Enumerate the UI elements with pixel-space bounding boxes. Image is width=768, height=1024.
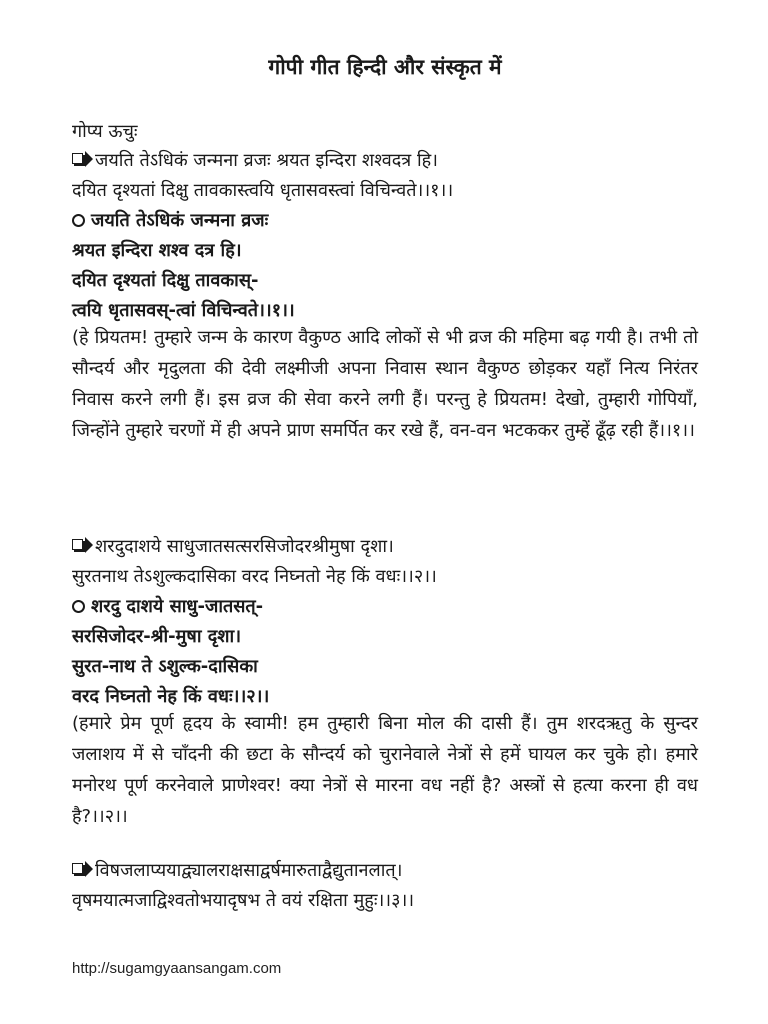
footer-url: http://sugamgyaansangam.com (72, 960, 282, 977)
verse3-line1: विषजलाप्ययाद्व्यालराक्षसाद्वर्षमारुताद्वैद्युतानलात्। (72, 856, 402, 886)
verse2-split-line3: सुरत-नाथ ते ऽशुल्क-दासिका (72, 656, 258, 677)
circle-bullet-icon (72, 600, 85, 613)
verse1-split-line4: त्वयि धृतासवस्-त्वां विचिन्वते।।१।। (72, 300, 295, 321)
circle-bullet-icon (72, 214, 85, 227)
verse2-line2: सुरतनाथ तेऽशुल्कदासिका वरद निघ्नतो नेह किं वधः।।२।। (72, 566, 437, 587)
verse1-split-line3: दयित दृश्यतां दिक्षु तावकास्- (72, 270, 259, 291)
verse2-split-line2: सरसिजोदर-श्री-मुषा दृशा। (72, 626, 242, 647)
bullet-arrow-icon (72, 536, 94, 554)
verse2-split-line1: शरदु दाशये साधु-जातसत्- (72, 592, 263, 622)
verse1-line1: जयति तेऽधिकं जन्मना व्रजः श्रयत इन्दिरा शश्वदत्र हि। (72, 146, 438, 176)
verse2-meaning: (हमारे प्रेम पूर्ण हृदय के स्वामी! हम तुम्हारी बिना मोल की दासी हैं। तुम शरदऋतु के सुन्दर जलाशय में से चाँदनी की छटा के सौन्दर्य को चुरानेवाले नेत्रों से हमें घायल कर चुके हो। हमारे मनोरथ पूर्ण करनेवाले प्राणेश्वर! क्या नेत्रों से मारना वध नहीं है? अस्त्रों से हत्या करना ही वध है?।।२।। (72, 713, 698, 827)
verse1-split-line1: जयति तेऽधिकं जन्मना व्रजः (72, 206, 268, 236)
bullet-arrow-icon (72, 860, 94, 878)
bullet-arrow-icon (72, 150, 94, 168)
page-title: गोपी गीत हिन्दी और संस्कृत में (268, 55, 502, 79)
verse1-meaning: (हे प्रियतम! तुम्हारे जन्म के कारण वैकुण्ठ आदि लोकों से भी व्रज की महिमा बढ़ गयी है। तभी तो सौन्दर्य और मृदुलता की देवी लक्ष्मीजी अपना निवास स्थान वैकुण्ठ छोड़कर यहाँ नित्य निरंतर निवास करने लगी हैं। इस व्रज की सेवा करने लगी हैं। परन्तु हे प्रियतम! देखो, तुम्हारी गोपियाँ, जिन्होंने तुम्हारे चरणों में ही अपने प्राण समर्पित कर रखे हैं, वन-वन भटककर तुम्हें ढूँढ़ रही हैं।।१।। (72, 327, 698, 441)
intro-line: गोप्य ऊचुः (72, 121, 138, 142)
verse1-split-line2: श्रयत इन्दिरा शश्व दत्र हि। (72, 240, 242, 261)
verse2-split-line4: वरद निघ्नतो नेह किं वधः।।२।। (72, 686, 270, 707)
verse2-line1: शरदुदाशये साधुजातसत्सरसिजोदरश्रीमुषा दृशा। (72, 532, 394, 562)
verse1-line2: दयित दृश्यतां दिक्षु तावकास्त्वयि धृतासवस्त्वां विचिन्वते।।१।। (72, 180, 454, 201)
verse3-line2: वृषमयात्मजाद्विश्वतोभयादृषभ ते वयं रक्षिता मुहुः।।३।। (72, 890, 415, 911)
